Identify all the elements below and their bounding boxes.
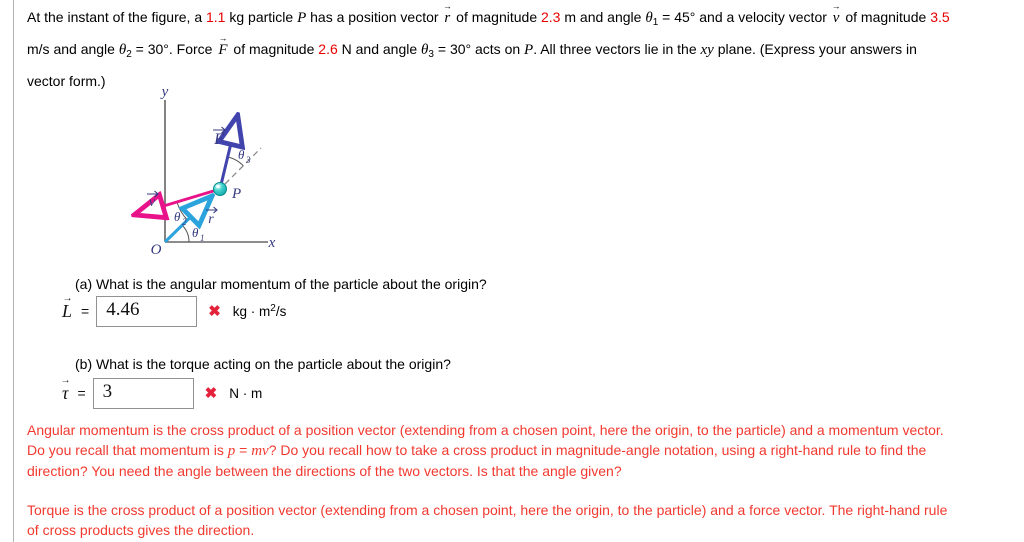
angular-momentum-symbol [62, 293, 73, 321]
origin-label: O [150, 242, 162, 256]
units-b: N · m [229, 385, 263, 401]
r-label: r [208, 212, 214, 227]
problem-statement: At the instant of the figure, a 1.1 kg particle P has a position vector → r of magnitude 2.3 m and angle $\theta_1 = 45^\circ$ and a velocity vector → v of magnitude 3.5 m/s and angle $\theta_2 = 30^\circ$. Force → F of magnitude 2.6 N and angle $\theta_3 = 30^\circ$ acts on P. All three vectors lie in the xy plane. (Express your answers in vector form.) [27, 1, 950, 89]
v-label: v [148, 195, 156, 210]
f-vector [220, 118, 237, 189]
question-a-prompt: (a) What is the angular momentum of the particle about the origin? [75, 276, 487, 292]
vector-arrow-icon: → [60, 375, 71, 386]
question-b-prompt: (b) What is the torque acting on the particle about the origin? [75, 356, 451, 372]
theta2-label [174, 209, 187, 227]
units-a: kg · $m^2/s$ [232, 303, 287, 319]
svg-text:θ: θ [192, 225, 199, 240]
symbol-letter: L [62, 301, 73, 321]
vector-arrow-icon: → [62, 293, 73, 304]
incorrect-icon-b: ✖ [204, 385, 218, 402]
theta1-arc [182, 225, 189, 242]
svg-text:θ: θ [174, 209, 181, 224]
f-label: F [214, 131, 224, 148]
equals-sign: = [77, 385, 86, 401]
answer-input-a[interactable] [96, 296, 197, 327]
svg-text:2: 2 [182, 217, 187, 227]
y-axis-label: y [161, 84, 169, 100]
page-left-border [13, 0, 14, 542]
particle-ball [214, 183, 227, 196]
vector-diagram [108, 84, 293, 256]
feedback-angular-momentum: Angular momentum is the cross product of a position vector (extending from a chosen point, here the origin, to the particle) and a momentum vector. Do you recall that momentum is p = mv? Do you recall how to take a cross product in magnitude-angle notation, using a right-hand rule to find the direction? You need the angle between the directions of the two vectors. Is that the angle given? [27, 422, 944, 479]
axes [165, 100, 268, 242]
x-axis-label: x [268, 235, 276, 251]
answer-row-a [60, 294, 286, 328]
answer-input-b[interactable] [93, 378, 194, 409]
feedback-torque: Torque is the cross product of a position vector (extending from a chosen point, here the origin, to the particle) and a force vector. The right-hand rule of cross products gives the direction. [27, 502, 948, 538]
incorrect-icon-a: ✖ [208, 303, 221, 320]
symbol-letter: τ [62, 383, 69, 403]
svg-text:3: 3 [246, 155, 251, 165]
answer-row-b [60, 376, 262, 410]
theta1-label [192, 225, 205, 243]
svg-text:1: 1 [200, 233, 205, 243]
torque-symbol [60, 375, 71, 403]
particle-highlight [216, 185, 220, 188]
svg-text:θ: θ [238, 147, 245, 162]
equals-sign: = [81, 303, 90, 319]
particle-label: P [232, 186, 242, 202]
